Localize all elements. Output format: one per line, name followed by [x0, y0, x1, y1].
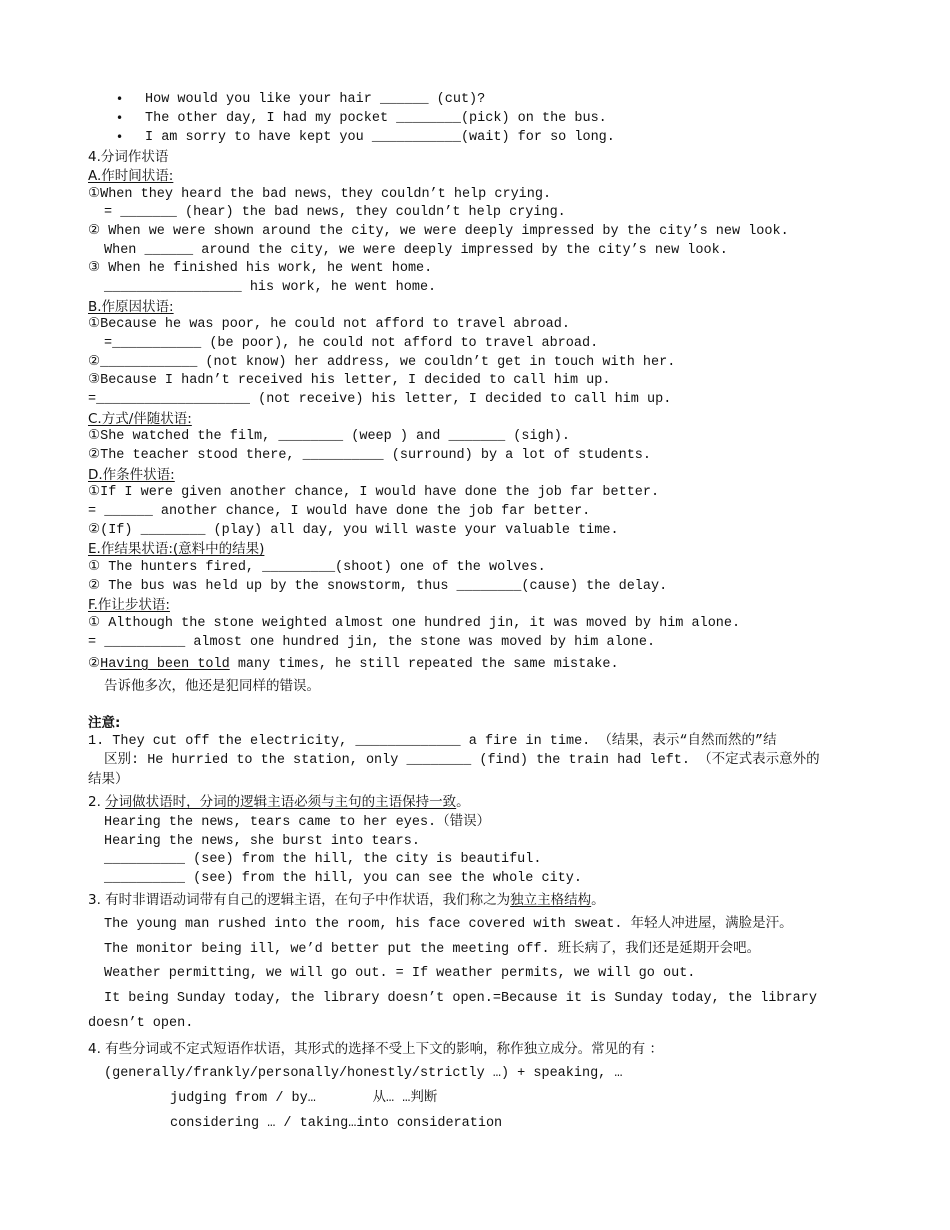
note-line: 1. They cut off the electricity, _____________ a fire in time. （结果，表示“自然而然的”结 — [88, 734, 777, 749]
example-line: ③Because I hadn’t received his letter, I decided to call him up. — [88, 373, 611, 388]
example-prefix: ② — [88, 657, 101, 672]
note-example-line: doesn’t open. — [88, 1016, 194, 1031]
exercise-line: ②____________ (not know) her address, we couldn’t get in touch with her. — [88, 355, 676, 370]
note-line — [88, 891, 605, 909]
subsection-heading: E.作结果状语:(意料中的结果) — [88, 541, 265, 557]
exercise-line: = _______ (hear) the bad news, they couldn’t help crying. — [104, 205, 566, 220]
exercise-line: ① The hunters fired, _________(shoot) one of the wolves. — [88, 560, 546, 575]
example-line: ③ When he finished his work, he went home. — [88, 261, 433, 276]
underlined-phrase: Having been told — [100, 657, 230, 672]
note-example-line: __________ (see) from the hill, you can see the whole city. — [104, 871, 582, 886]
note-line — [88, 793, 470, 811]
note-prefix: 2. — [88, 794, 106, 810]
section-title: 4.分词作状语 — [88, 149, 169, 165]
exercise-line: _________________ his work, he went home. — [104, 280, 437, 295]
subsection-heading: B.作原因状语: — [88, 299, 174, 315]
bullet-item: How would you like your hair ______ (cut)? — [145, 92, 486, 107]
exercise-line: =___________ (be poor), he could not afford to travel abroad. — [104, 336, 599, 351]
example-line: ①When they heard the bad news，they couldn’t help crying. — [88, 187, 552, 202]
bullet-dot: • — [116, 92, 124, 106]
note-example-line: It being Sunday today, the library doesn’t open.=Because it is Sunday today, the library — [104, 991, 817, 1006]
subsection-heading: C.方式/伴随状语: — [88, 411, 192, 427]
subsection-heading: F.作让步状语: — [88, 597, 170, 613]
note-example-line: The young man rushed into the room, his face covered with sweat. 年轻人冲进屋，满脸是汗。 — [104, 917, 793, 932]
bullet-dot: • — [116, 111, 124, 125]
exercise-line: ②The teacher stood there, __________ (surround) by a lot of students. — [88, 448, 651, 463]
exercise-line: =___________________ (not receive) his letter, I decided to call him up. — [88, 392, 672, 407]
example-line — [88, 656, 619, 674]
note-example-line: Hearing the news, she burst into tears. — [104, 834, 420, 849]
example-rest: many times, he still repeated the same mistake. — [229, 657, 619, 672]
note-example-line: judging from / by… 从… …判断 — [170, 1091, 438, 1106]
note-example-line: (generally/frankly/personally/honestly/strictly …) + speaking, … — [104, 1066, 623, 1081]
note-line: 4. 有些分词或不定式短语作状语，其形式的选择不受上下文的影响，称作独立成分。常见的有 ： — [88, 1041, 663, 1057]
exercise-line: When ______ around the city, we were deeply impressed by the city’s new look. — [104, 243, 728, 258]
bullet-item: The other day, I had my pocket ________(pick) on the bus. — [145, 111, 607, 126]
note-example-line: considering … / taking…into consideration — [170, 1116, 503, 1131]
note-line: 区别: He hurried to the station, only ________ (find) the train had left. （不定式表示意外的 — [104, 753, 820, 768]
translation-line: 告诉他多次，他还是犯同样的错误。 — [104, 678, 320, 694]
exercise-line: ①She watched the film, ________ (weep ) and _______ (sigh). — [88, 429, 570, 444]
note-line: 结果） — [88, 771, 129, 787]
subsection-heading: D.作条件状语: — [88, 467, 175, 483]
subsection-heading: A.作时间状语: — [88, 168, 174, 184]
note-suffix: 。 — [456, 794, 470, 810]
exercise-line: = __________ almost one hundred jin, the stone was moved by him alone. — [88, 635, 656, 650]
note-example-line: __________ (see) from the hill, the city is beautiful. — [104, 852, 542, 867]
notes-heading: 注意: — [88, 715, 121, 731]
note-prefix: 3. 有时非谓语动词带有自己的逻辑主语，在句子中作状语，我们称之为 — [88, 892, 511, 908]
exercise-line: ②(If) ________ (play) all day, you will waste your valuable time. — [88, 523, 619, 538]
note-example-line: The monitor being ill, we’d better put the meeting off. 班长病了，我们还是延期开会吧。 — [104, 942, 761, 957]
example-line: ①Because he was poor, he could not afford to travel abroad. — [88, 317, 570, 332]
underlined-rule: 分词做状语时，分词的逻辑主语必须与主句的主语保持一致 — [105, 794, 457, 810]
note-example-line: Hearing the news, tears came to her eyes.（错误） — [104, 815, 491, 830]
example-line: ② When we were shown around the city, we were deeply impressed by the city’s new look. — [88, 224, 789, 239]
exercise-line: = ______ another chance, I would have done the job far better. — [88, 504, 591, 519]
bullet-dot: • — [116, 130, 124, 144]
note-suffix: 。 — [591, 892, 605, 908]
underlined-term: 独立主格结构 — [510, 892, 592, 908]
example-line: ①If I were given another chance, I would have done the job far better. — [88, 485, 660, 500]
bullet-item: I am sorry to have kept you ___________(wait) for so long. — [145, 130, 615, 145]
exercise-line: ② The bus was held up by the snowstorm, thus ________(cause) the delay. — [88, 579, 668, 594]
note-example-line: Weather permitting, we will go out. = If weather permits, we will go out. — [104, 966, 696, 981]
example-line: ① Although the stone weighted almost one hundred jin, it was moved by him alone. — [88, 616, 741, 631]
